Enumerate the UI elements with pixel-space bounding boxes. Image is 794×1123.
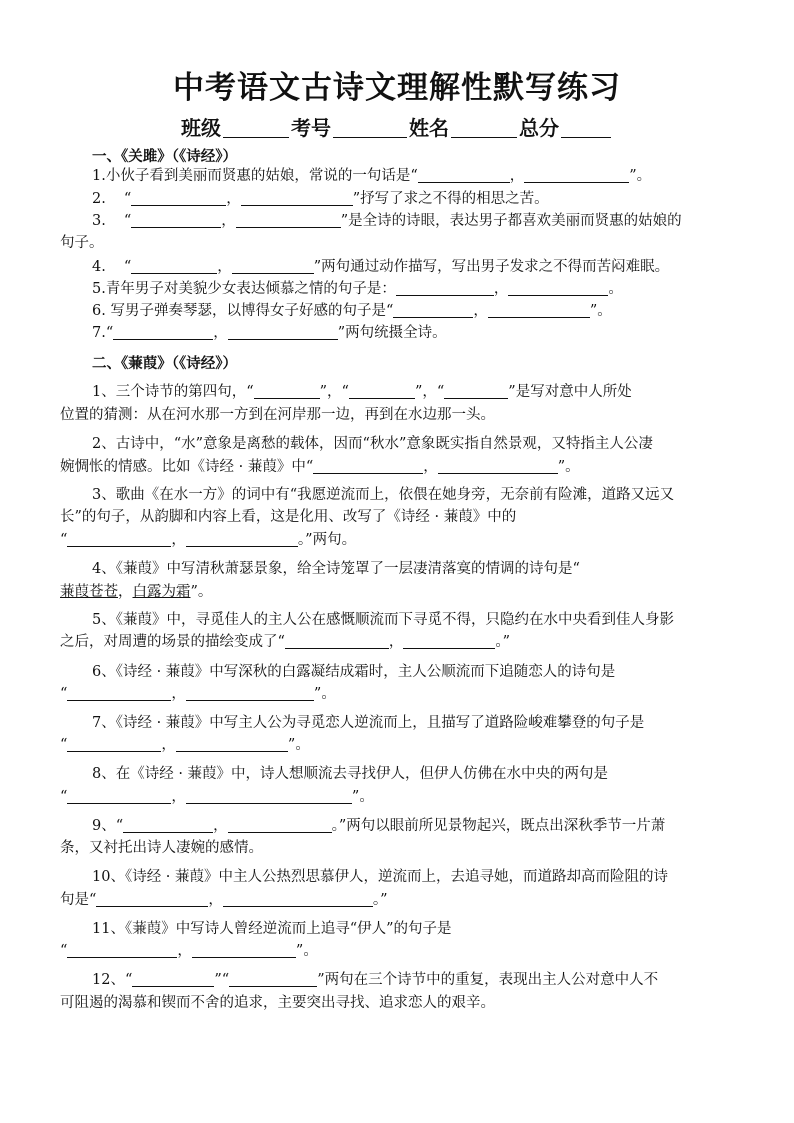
answer-blank[interactable] — [223, 890, 373, 907]
sec1-q2: 2. “ ， ”抒写了求之不得的相思之苦。 — [92, 191, 549, 207]
answer-blank[interactable] — [232, 257, 314, 274]
answer-blank[interactable] — [229, 970, 317, 987]
answer-blank[interactable] — [438, 457, 558, 474]
sec2-q9: 9、“ ， 。”两句以眼前所见景物起兴，既点出深秋季节一片萧 — [92, 818, 666, 834]
answer-blank[interactable] — [113, 323, 213, 340]
sec2-q4-cont: 蒹葭苍苍，白露为霜”。 — [60, 584, 213, 600]
answer-blank[interactable] — [176, 735, 288, 752]
sec2-q5: 5、《蒹葭》中，寻觅佳人的主人公在感慨顺流而下寻觅不得，只隐约在水中央看到佳人身影 — [92, 612, 674, 628]
sec1-q5: 5.青年男子对美貌少女表达倾慕之情的句子是： ， 。 — [92, 281, 623, 297]
sec1-q7: 7.“ ， ”两句统摄全诗。 — [92, 325, 447, 341]
answer-blank[interactable] — [192, 941, 296, 958]
section-2-heading: 二、《蒹葭》（《诗经》） — [92, 356, 237, 372]
sec2-q10-cont: 句是“ ， 。” — [60, 892, 388, 908]
answer-blank[interactable] — [508, 279, 608, 296]
page-title: 中考语文古诗文理解性默写练习 — [173, 70, 621, 106]
score-blank[interactable] — [561, 117, 611, 138]
answer-blank[interactable] — [228, 323, 338, 340]
answer-blank[interactable] — [236, 211, 341, 228]
answer-blank[interactable] — [132, 970, 214, 987]
answer-blank[interactable] — [254, 382, 320, 399]
answer-blank[interactable] — [67, 735, 161, 752]
sec2-q1-cont: 位置的猜测：从在河水那一方到在河岸那一边，再到在水边那一头。 — [60, 407, 495, 423]
answer-text: 白露为霜 — [132, 584, 191, 600]
class-label: 班级 — [181, 116, 221, 140]
sec2-q3-cont: 长”的句子，从韵脚和内容上看，这是化用、改写了《诗经 · 蒹葭》中的 — [60, 509, 517, 525]
sec2-q11-cont: “ ， ”。 — [60, 943, 318, 959]
answer-blank[interactable] — [123, 816, 213, 833]
sec2-q12: 12、“ ”“ ”两句在三个诗节中的重复，表现出主人公对意中人不 — [92, 972, 659, 988]
sec2-q7-cont: “ ， ”。 — [60, 737, 310, 753]
student-info-line — [0, 112, 794, 141]
answer-blank[interactable] — [131, 189, 226, 206]
answer-blank[interactable] — [403, 632, 495, 649]
sec1-q1: 1.小伙子看到美丽而贤惠的姑娘，常说的一句话是“ ， ”。 — [92, 168, 652, 184]
answer-blank[interactable] — [228, 816, 332, 833]
answer-blank[interactable] — [186, 684, 314, 701]
answer-blank[interactable] — [488, 301, 590, 318]
answer-blank[interactable] — [349, 382, 415, 399]
sec1-q3-cont: 句子。 — [60, 235, 104, 251]
answer-blank[interactable] — [67, 787, 171, 804]
sec2-q11: 11、《蒹葭》中写诗人曾经逆流而上追寻“伊人”的句子是 — [92, 921, 452, 937]
name-label: 姓名 — [409, 116, 449, 140]
section-1-heading: 一、《关雎》（《诗经》） — [92, 149, 237, 165]
answer-blank[interactable] — [131, 211, 221, 228]
answer-blank[interactable] — [186, 787, 352, 804]
sec2-q2-cont: 婉惆怅的情感。比如《诗经 · 蒹葭》中“ ， ”。 — [60, 459, 580, 475]
answer-blank[interactable] — [186, 530, 298, 547]
score-label: 总分 — [519, 116, 559, 140]
sec2-q6: 6、《诗经 · 蒹葭》中写深秋的白露凝结成霜时，主人公顺流而下追随恋人的诗句是 — [92, 664, 616, 680]
sec2-q3-answer: “ ， 。”两句。 — [60, 532, 357, 548]
sec1-q3: 3. “ ， ”是全诗的诗眼，表达男子都喜欢美丽而贤惠的姑娘的 — [92, 213, 682, 229]
answer-blank[interactable] — [313, 457, 423, 474]
sec2-q5-cont: 之后，对周遭的场景的描绘变成了“ ， 。” — [60, 634, 511, 650]
class-blank[interactable] — [223, 117, 289, 138]
answer-blank[interactable] — [418, 166, 510, 183]
answer-blank[interactable] — [524, 166, 629, 183]
sec2-q1: 1、三个诗节的第四句，“ ”，“ ”，“ ”是写对意中人所处 — [92, 384, 632, 400]
sec2-q2: 2、古诗中，“水”意象是离愁的载体，因而“秋水”意象既实指自然景观，又特指主人公凄 — [92, 436, 653, 452]
answer-blank[interactable] — [396, 279, 494, 296]
sec2-q10: 10、《诗经 · 蒹葭》中主人公热烈思慕伊人，逆流而上，去追寻她，而道路却高而险阻的诗 — [92, 869, 669, 885]
number-blank[interactable] — [333, 117, 407, 138]
answer-blank[interactable] — [444, 382, 508, 399]
answer-blank[interactable] — [393, 301, 473, 318]
sec2-q9-cont: 条，又衬托出诗人凄婉的感情。 — [60, 840, 263, 856]
answer-text: 蒹葭苍苍 — [60, 584, 118, 600]
answer-blank[interactable] — [241, 189, 353, 206]
answer-blank[interactable] — [67, 684, 171, 701]
sec2-q6-cont: “ ， ”。 — [60, 686, 336, 702]
sec1-q6: 6. 写男子弹奏琴瑟，以博得女子好感的句子是“ ， ”。 — [92, 303, 612, 319]
sec2-q7: 7、《诗经 · 蒹葭》中写主人公为寻觅恋人逆流而上，且描写了道路险峻难攀登的句子是 — [92, 715, 645, 731]
sec2-q8-cont: “ ， ”。 — [60, 789, 374, 805]
name-blank[interactable] — [451, 117, 517, 138]
number-label: 考号 — [291, 116, 331, 140]
sec1-q4: 4. “ ， ”两句通过动作描写，写出男子发求之不得而苦闷难眠。 — [92, 259, 670, 275]
sec2-q4: 4、《蒹葭》中写清秋萧瑟景象，给全诗笼罩了一层凄清落寞的情调的诗句是“ — [92, 561, 580, 577]
sec2-q8: 8、在《诗经 · 蒹葭》中，诗人想顺流去寻找伊人，但伊人仿佛在水中央的两句是 — [92, 766, 609, 782]
answer-blank[interactable] — [96, 890, 208, 907]
answer-blank[interactable] — [285, 632, 389, 649]
sec2-q12-cont: 可阻遏的渴慕和锲而不舍的追求，主要突出寻找、追求恋人的艰辛。 — [60, 995, 495, 1011]
answer-blank[interactable] — [131, 257, 217, 274]
answer-blank[interactable] — [67, 530, 171, 547]
sec2-q3: 3、歌曲《在水一方》的词中有“我愿逆流而上，依偎在她身旁，无奈前有险滩，道路又远又 — [92, 487, 675, 503]
answer-blank[interactable] — [67, 941, 177, 958]
